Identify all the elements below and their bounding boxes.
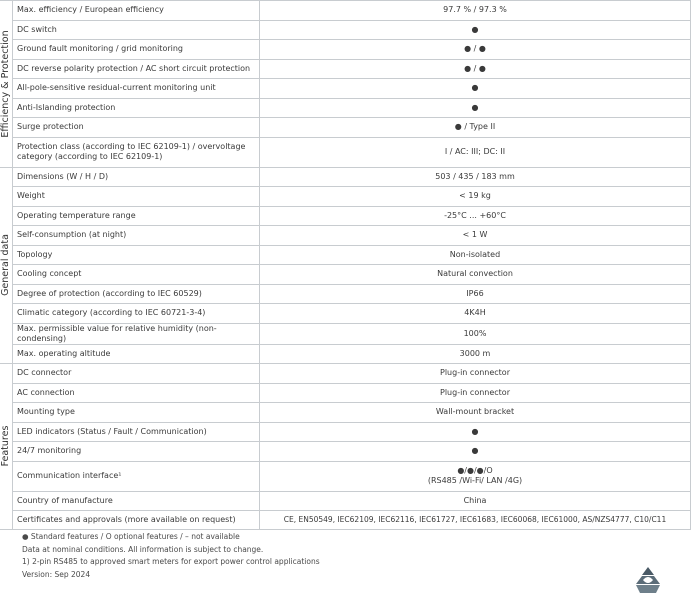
table-row xyxy=(0,118,691,138)
row-value: ● xyxy=(260,422,691,442)
row-label: Anti-Islanding protection xyxy=(13,98,260,118)
section-label-cell xyxy=(0,1,13,168)
table-row xyxy=(0,491,691,510)
row-value: 503 / 435 / 183 mm xyxy=(260,167,691,187)
table-row xyxy=(0,510,691,529)
row-label: AC connection xyxy=(13,383,260,403)
table-row xyxy=(0,422,691,442)
row-label: LED indicators (Status / Fault / Communication) xyxy=(13,422,260,442)
row-value: 4K4H xyxy=(260,304,691,324)
row-value: < 19 kg xyxy=(260,187,691,207)
table-row xyxy=(0,206,691,226)
section-title: Efficiency & Protection xyxy=(0,30,11,138)
row-value: China xyxy=(260,491,691,510)
section-title: General data xyxy=(0,234,11,297)
row-value: ● xyxy=(260,79,691,99)
row-value: Non-isolated xyxy=(260,245,691,265)
section-title: Features xyxy=(0,425,11,467)
row-label: Protection class (according to IEC 62109-1) / overvoltage category (according to IEC 62109-1) xyxy=(13,137,260,167)
brand-logo-icon xyxy=(634,566,662,594)
section-label-cell xyxy=(0,167,13,364)
table-row xyxy=(0,40,691,60)
table-row xyxy=(0,442,691,462)
table-row xyxy=(0,98,691,118)
table-row xyxy=(0,1,691,21)
table-row xyxy=(0,364,691,384)
row-value: ●/●/●/O xyxy=(457,466,493,475)
row-label: Ground fault monitoring / grid monitoring xyxy=(13,40,260,60)
table-row xyxy=(0,245,691,265)
table-row xyxy=(0,323,691,344)
table-row xyxy=(0,79,691,99)
table-row xyxy=(0,344,691,364)
table-row xyxy=(0,383,691,403)
row-value: Plug-in connector xyxy=(260,364,691,384)
footnote-text: 1) 2-pin RS485 to approved smart meters for export power control applications xyxy=(22,557,320,566)
row-label: Self-consumption (at night) xyxy=(13,226,260,246)
row-value: 97.7 % / 97.3 % xyxy=(260,1,691,21)
row-value-secondary: (RS485 /Wi-Fi/ LAN /4G) xyxy=(427,476,523,485)
row-label: Cooling concept xyxy=(13,265,260,285)
row-label: Country of manufacture xyxy=(13,491,260,510)
table-row xyxy=(0,167,691,187)
row-label: Dimensions (W / H / D) xyxy=(13,167,260,187)
row-value: ● xyxy=(260,98,691,118)
row-label: Surge protection xyxy=(13,118,260,138)
row-value: 100% xyxy=(260,323,691,344)
table-row xyxy=(0,403,691,423)
version-text: Version: Sep 2024 xyxy=(22,569,91,579)
row-value: CE, EN50549, IEC62109, IEC62116, IEC61727, IEC61683, IEC60068, IEC61000, AS/NZS4777, C10/C11 xyxy=(260,510,691,529)
table-row xyxy=(0,265,691,285)
row-value: ● xyxy=(260,20,691,40)
row-label: Certificates and approvals (more available on request) xyxy=(13,510,260,529)
row-label: Weight xyxy=(13,187,260,207)
row-label: Max. permissible value for relative humidity (non-condensing) xyxy=(13,323,260,344)
section-label-cell xyxy=(0,364,13,530)
row-value: -25°C ... +60°C xyxy=(260,206,691,226)
table-row xyxy=(0,187,691,207)
row-value: ● / Type II xyxy=(260,118,691,138)
footer-notes xyxy=(22,531,320,581)
row-value: Wall-mount bracket xyxy=(260,403,691,423)
row-value: 3000 m xyxy=(260,344,691,364)
row-label: Communication interface¹ xyxy=(13,461,260,491)
row-value: Plug-in connector xyxy=(260,383,691,403)
disclaimer-text: Data at nominal conditions. All information is subject to change. xyxy=(22,544,264,554)
row-label: DC reverse polarity protection / AC short circuit protection xyxy=(13,59,260,79)
row-label: Degree of protection (according to IEC 60529) xyxy=(13,284,260,304)
row-value: ● / ● xyxy=(260,59,691,79)
row-value: Natural convection xyxy=(260,265,691,285)
row-label: DC connector xyxy=(13,364,260,384)
row-label: 24/7 monitoring xyxy=(13,442,260,462)
table-row xyxy=(0,226,691,246)
row-label: Climatic category (according to IEC 60721-3-4) xyxy=(13,304,260,324)
row-label: All-pole-sensitive residual-current monitoring unit xyxy=(13,79,260,99)
table-row xyxy=(0,20,691,40)
table-row xyxy=(0,284,691,304)
row-label: Max. operating altitude xyxy=(13,344,260,364)
row-value: ● / ● xyxy=(260,40,691,60)
row-value: IP66 xyxy=(260,284,691,304)
row-label: Operating temperature range xyxy=(13,206,260,226)
row-label: Max. efficiency / European efficiency xyxy=(13,1,260,21)
row-label: Mounting type xyxy=(13,403,260,423)
row-label: DC switch xyxy=(13,20,260,40)
legend-text: ● Standard features / O optional features / – not available xyxy=(22,532,240,541)
table-row xyxy=(0,137,691,167)
row-value: ● xyxy=(260,442,691,462)
row-value: I / AC: III; DC: II xyxy=(260,137,691,167)
table-row xyxy=(0,461,691,491)
row-label: Topology xyxy=(13,245,260,265)
row-value: < 1 W xyxy=(260,226,691,246)
table-row xyxy=(0,59,691,79)
table-row xyxy=(0,304,691,324)
row-value-group xyxy=(260,461,691,491)
